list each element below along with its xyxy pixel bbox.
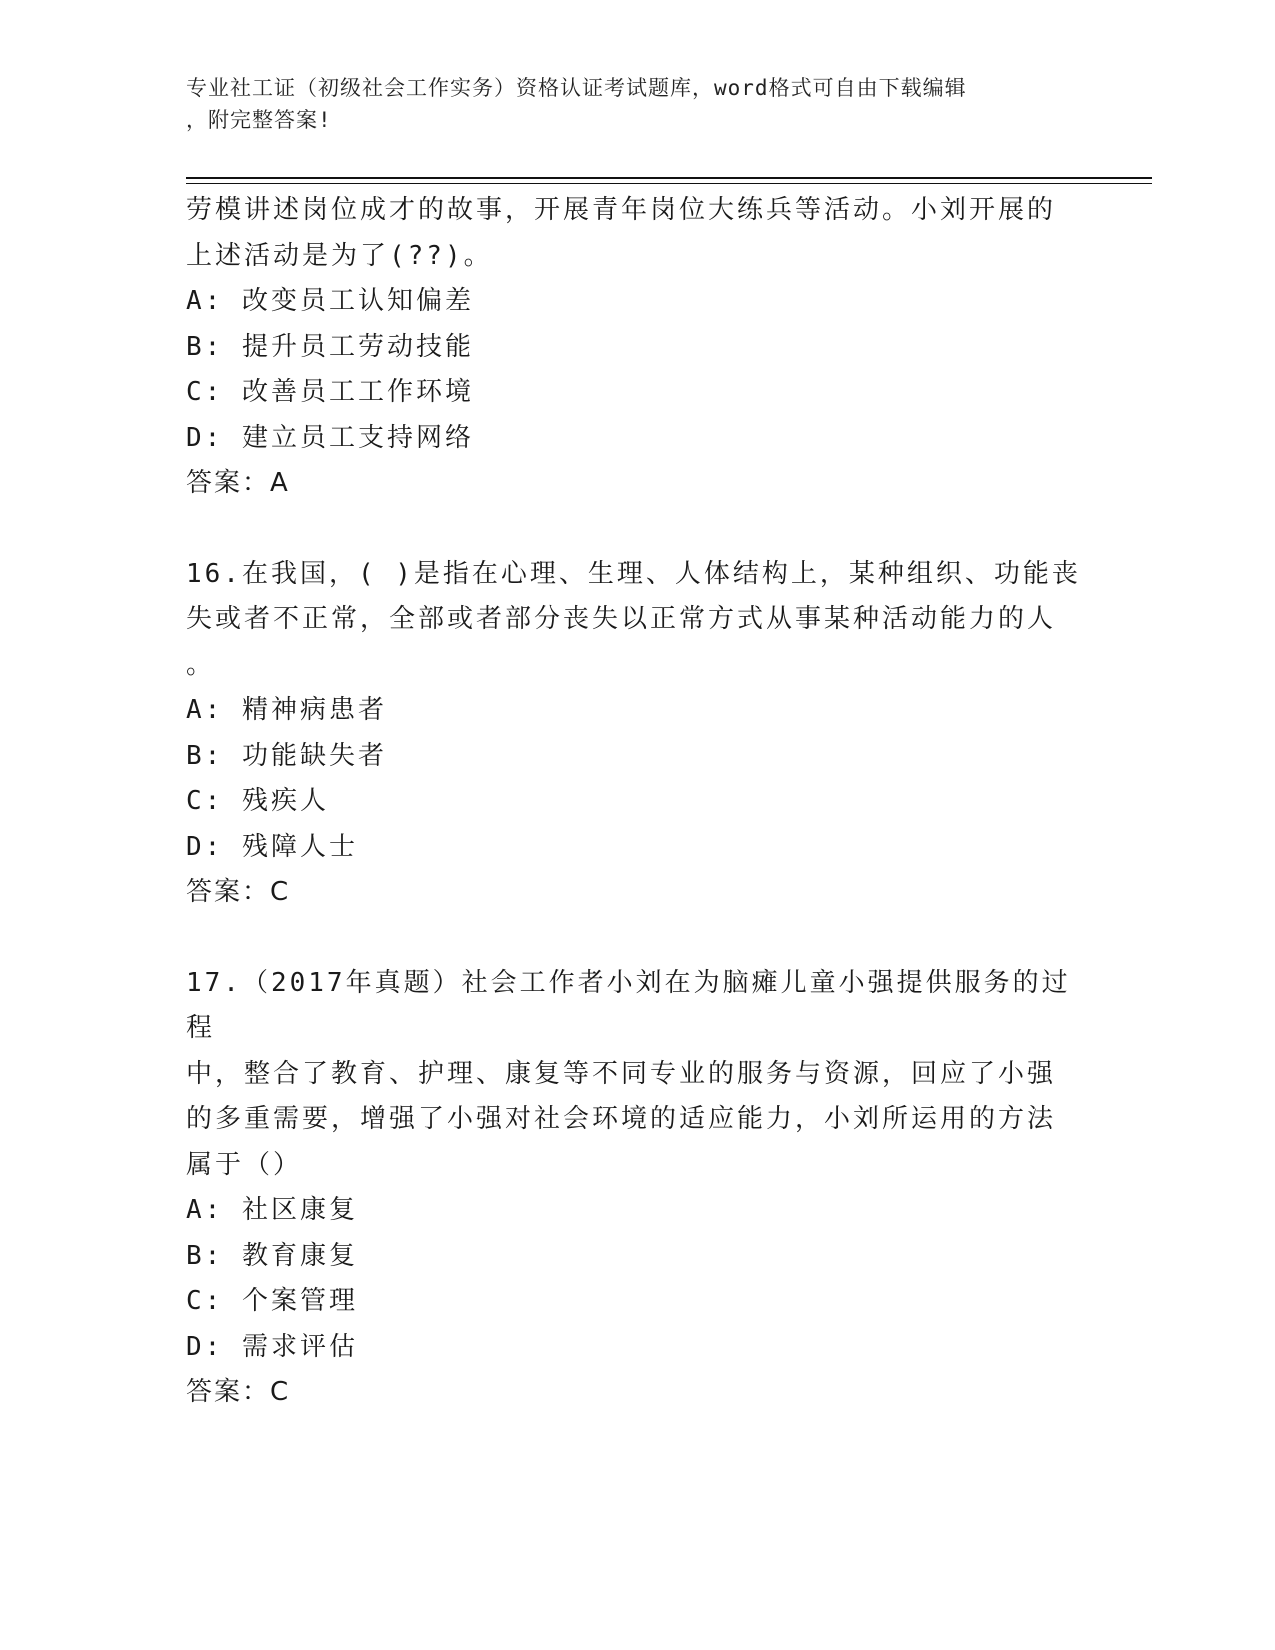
question-16 <box>186 552 1086 916</box>
question-content <box>186 188 1086 1416</box>
question-stem-line: 失或者不正常，全部或者部分丧失以正常方式从事某种活动能力的人 <box>186 604 1057 634</box>
header-rule-thick <box>186 177 1152 179</box>
option-b: B: 提升员工劳动技能 <box>186 331 474 362</box>
question-15 <box>186 188 1086 507</box>
option-a: A: 精神病患者 <box>186 695 387 725</box>
option-d: D: 建立员工支持网络 <box>186 422 474 453</box>
question-stem-line: 的多重需要，增强了小强对社会环境的适应能力，小刘所运用的方法 <box>186 1104 1057 1134</box>
header-rule-thin <box>186 183 1152 184</box>
option-d: D: 残障人士 <box>186 831 358 862</box>
question-stem-line: 属于（） <box>186 1149 303 1180</box>
question-stem-line: 。 <box>186 649 216 680</box>
option-c: C: 个案管理 <box>186 1286 358 1316</box>
question-stem-line: 中，整合了教育、护理、康复等不同专业的服务与资源，回应了小强 <box>186 1058 1057 1089</box>
option-a: A: 改变员工认知偏差 <box>186 286 474 316</box>
question-stem-line: 上述活动是为了(??)。 <box>186 240 493 271</box>
answer-line: 答案：C <box>186 1377 291 1407</box>
option-d: D: 需求评估 <box>186 1331 358 1362</box>
header-line-1: 专业社工证（初级社会工作实务）资格认证考试题库，word格式可自由下载编辑 <box>186 76 967 100</box>
question-stem-line: 17.（2017年真题）社会工作者小刘在为脑瘫儿童小强提供服务的过程 <box>186 967 1071 1043</box>
header-line-2: ，附完整答案! <box>186 108 332 132</box>
question-17 <box>186 961 1086 1416</box>
answer-line: 答案：C <box>186 877 291 907</box>
option-b: B: 功能缺失者 <box>186 740 387 771</box>
option-a: A: 社区康复 <box>186 1195 358 1225</box>
option-b: B: 教育康复 <box>186 1240 358 1271</box>
page-header <box>186 72 1086 136</box>
option-c: C: 残疾人 <box>186 786 329 816</box>
question-stem-line: 16.在我国，( )是指在心理、生理、人体结构上，某种组织、功能丧 <box>186 558 1081 589</box>
answer-line: 答案：A <box>186 468 290 498</box>
question-stem-line: 劳模讲述岗位成才的故事，开展青年岗位大练兵等活动。小刘开展的 <box>186 195 1057 225</box>
option-c: C: 改善员工工作环境 <box>186 377 474 407</box>
